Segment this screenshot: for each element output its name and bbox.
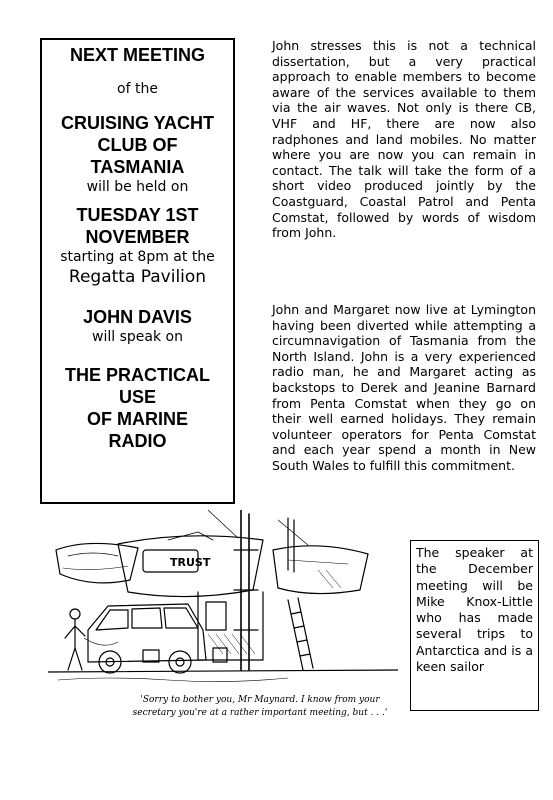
caption-line-1: 'Sorry to bother you, Mr Maynard. I know from your bbox=[140, 695, 380, 705]
notice-heading: NEXT MEETING bbox=[69, 45, 205, 65]
topic-line2: USE bbox=[118, 387, 156, 407]
topic-line1: THE PRACTICAL bbox=[65, 365, 210, 385]
club-name-line1: CRUISING YACHT bbox=[60, 113, 215, 133]
cartoon-caption bbox=[110, 694, 410, 720]
topic-line3: OF MARINE bbox=[87, 409, 188, 429]
meeting-venue: Regatta Pavilion bbox=[68, 267, 207, 287]
cartoon-boat-name: TRUST bbox=[170, 556, 211, 569]
meeting-date-line2: NOVEMBER bbox=[85, 227, 190, 247]
notice-of-the: of the bbox=[117, 81, 158, 97]
article-paragraph-1: John stresses this is not a technical dissertation, but a very practical approach to enable members to become aware of the services available to them via the air waves. Not only is there CB, VHF and HF, there are now also radphones and land mobiles. No matter where you are now you can remain in contact. The talk will take the form of a short video produced jointly by the Coastguard, Coastal Patrol and Penta Comstat, followed by words of wisdom from John. bbox=[272, 38, 536, 241]
caption-line-2: secretary you're at a rather important meeting, but . . .' bbox=[132, 708, 388, 718]
article-paragraph-2: John and Margaret now live at Lymington having been diverted while attempting a circumnavigation of Tasmania from the North Island. John is a very experienced radio man, he and Margaret acting as backstops to Derek and Jeanine Barnard from Penta Comstat when they go on their well earned holidays. They remain volunteer operators for Penta Comstat and each year spend a month in New South Wales to fulfill this commitment. bbox=[272, 302, 536, 473]
meeting-notice-box bbox=[40, 38, 235, 504]
club-name-line3: TASMANIA bbox=[90, 157, 185, 177]
meeting-date-line1: TUESDAY 1ST bbox=[76, 205, 199, 225]
cartoon-illustration bbox=[48, 510, 398, 690]
december-speaker-text: The speaker at the December meeting will be Mike Knox-Little who has made several trips to Antarctica and is a keen sailor bbox=[416, 545, 533, 675]
club-name-line2: CLUB OF bbox=[97, 135, 178, 155]
speaker-name: JOHN DAVIS bbox=[83, 307, 192, 327]
speak-on-text: will speak on bbox=[92, 329, 183, 345]
december-speaker-box bbox=[410, 540, 539, 711]
held-on-text: will be held on bbox=[86, 179, 189, 195]
topic-line4: RADIO bbox=[108, 431, 167, 451]
meeting-time: starting at 8pm at the bbox=[60, 249, 215, 265]
